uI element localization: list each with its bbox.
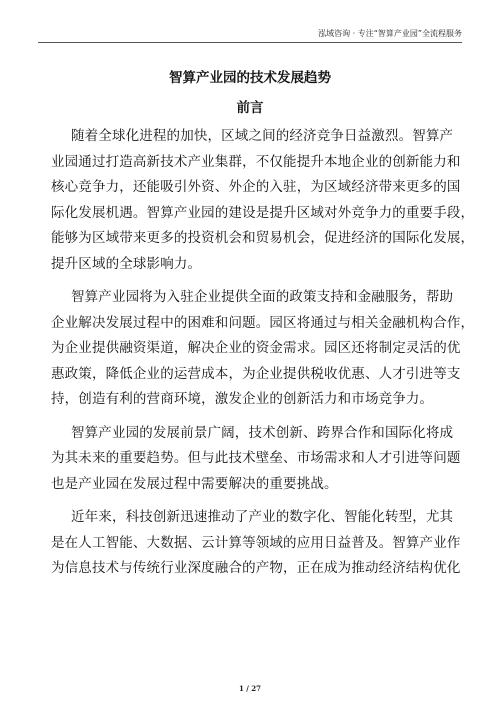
text-line: 也是产业园在发展过程中需要解决的重要挑战。 [51,475,338,492]
text-line: 为信息技术与传统行业深度融合的产物，正在成为推动经济结构优化 [51,560,461,576]
text-line: 智算产业园将为入驻企业提供全面的政策支持和金融服务，帮助 [71,289,454,305]
text-line: 近年来，科技创新迅速推动了产业的数字化、智能化转型，尤其 [71,509,454,525]
text-line: 核心竞争力，还能吸引外资、外企的入驻，为区域经济带来更多的国 [51,179,461,195]
text-line: 际化发展机遇。智算产业园的建设是提升区域对外竞争力的重要手段， [51,204,475,221]
text-line: 企业解决发展过程中的困难和问题。园区将通过与相关金融机构合作， [51,314,475,331]
text-line: 智算产业园的发展前景广阔，技术创新、跨界合作和国际化将成 [71,424,454,441]
header-divider [38,42,462,43]
paragraph [51,124,475,277]
section-heading: 前言 [236,100,264,116]
paragraph [51,285,475,413]
text-line: 能够为区域带来更多的投资机会和贸易机会，促进经济的国际化发展， [51,230,475,246]
text-line: 为其未来的重要趋势。但与此技术壁垒、市场需求和人才引进等问题 [51,450,461,466]
body-text [51,124,475,590]
text-line: 为企业提供融资渠道，解决企业的资金需求。园区还将制定灵活的优 [51,340,461,356]
paragraph [51,505,461,582]
document-title: 智算产业园的技术发展趋势 [169,70,331,86]
page-number: 1 / 27 [238,684,262,693]
text-line: 提升区域的全球影响力。 [51,255,202,272]
page-header: 泓域咨询 · 专注“智算产业园”全流程服务 [318,29,462,38]
text-line: 随着全球化进程的加快，区域之间的经济竞争日益激烈。智算产 [71,128,454,144]
text-line: 是在人工智能、大数据、云计算等领域的应用日益普及。智算产业作 [51,534,461,551]
paragraph [51,421,461,498]
text-line: 惠政策，降低企业的运营成本，为企业提供税收优惠、人才引进等支 [51,365,461,382]
text-line: 业园通过打造高新技术产业集群，不仅能提升本地企业的创新能力和 [51,153,461,170]
text-line: 持，创造有利的营商环境，激发企业的创新活力和市场竞争力。 [51,391,434,407]
